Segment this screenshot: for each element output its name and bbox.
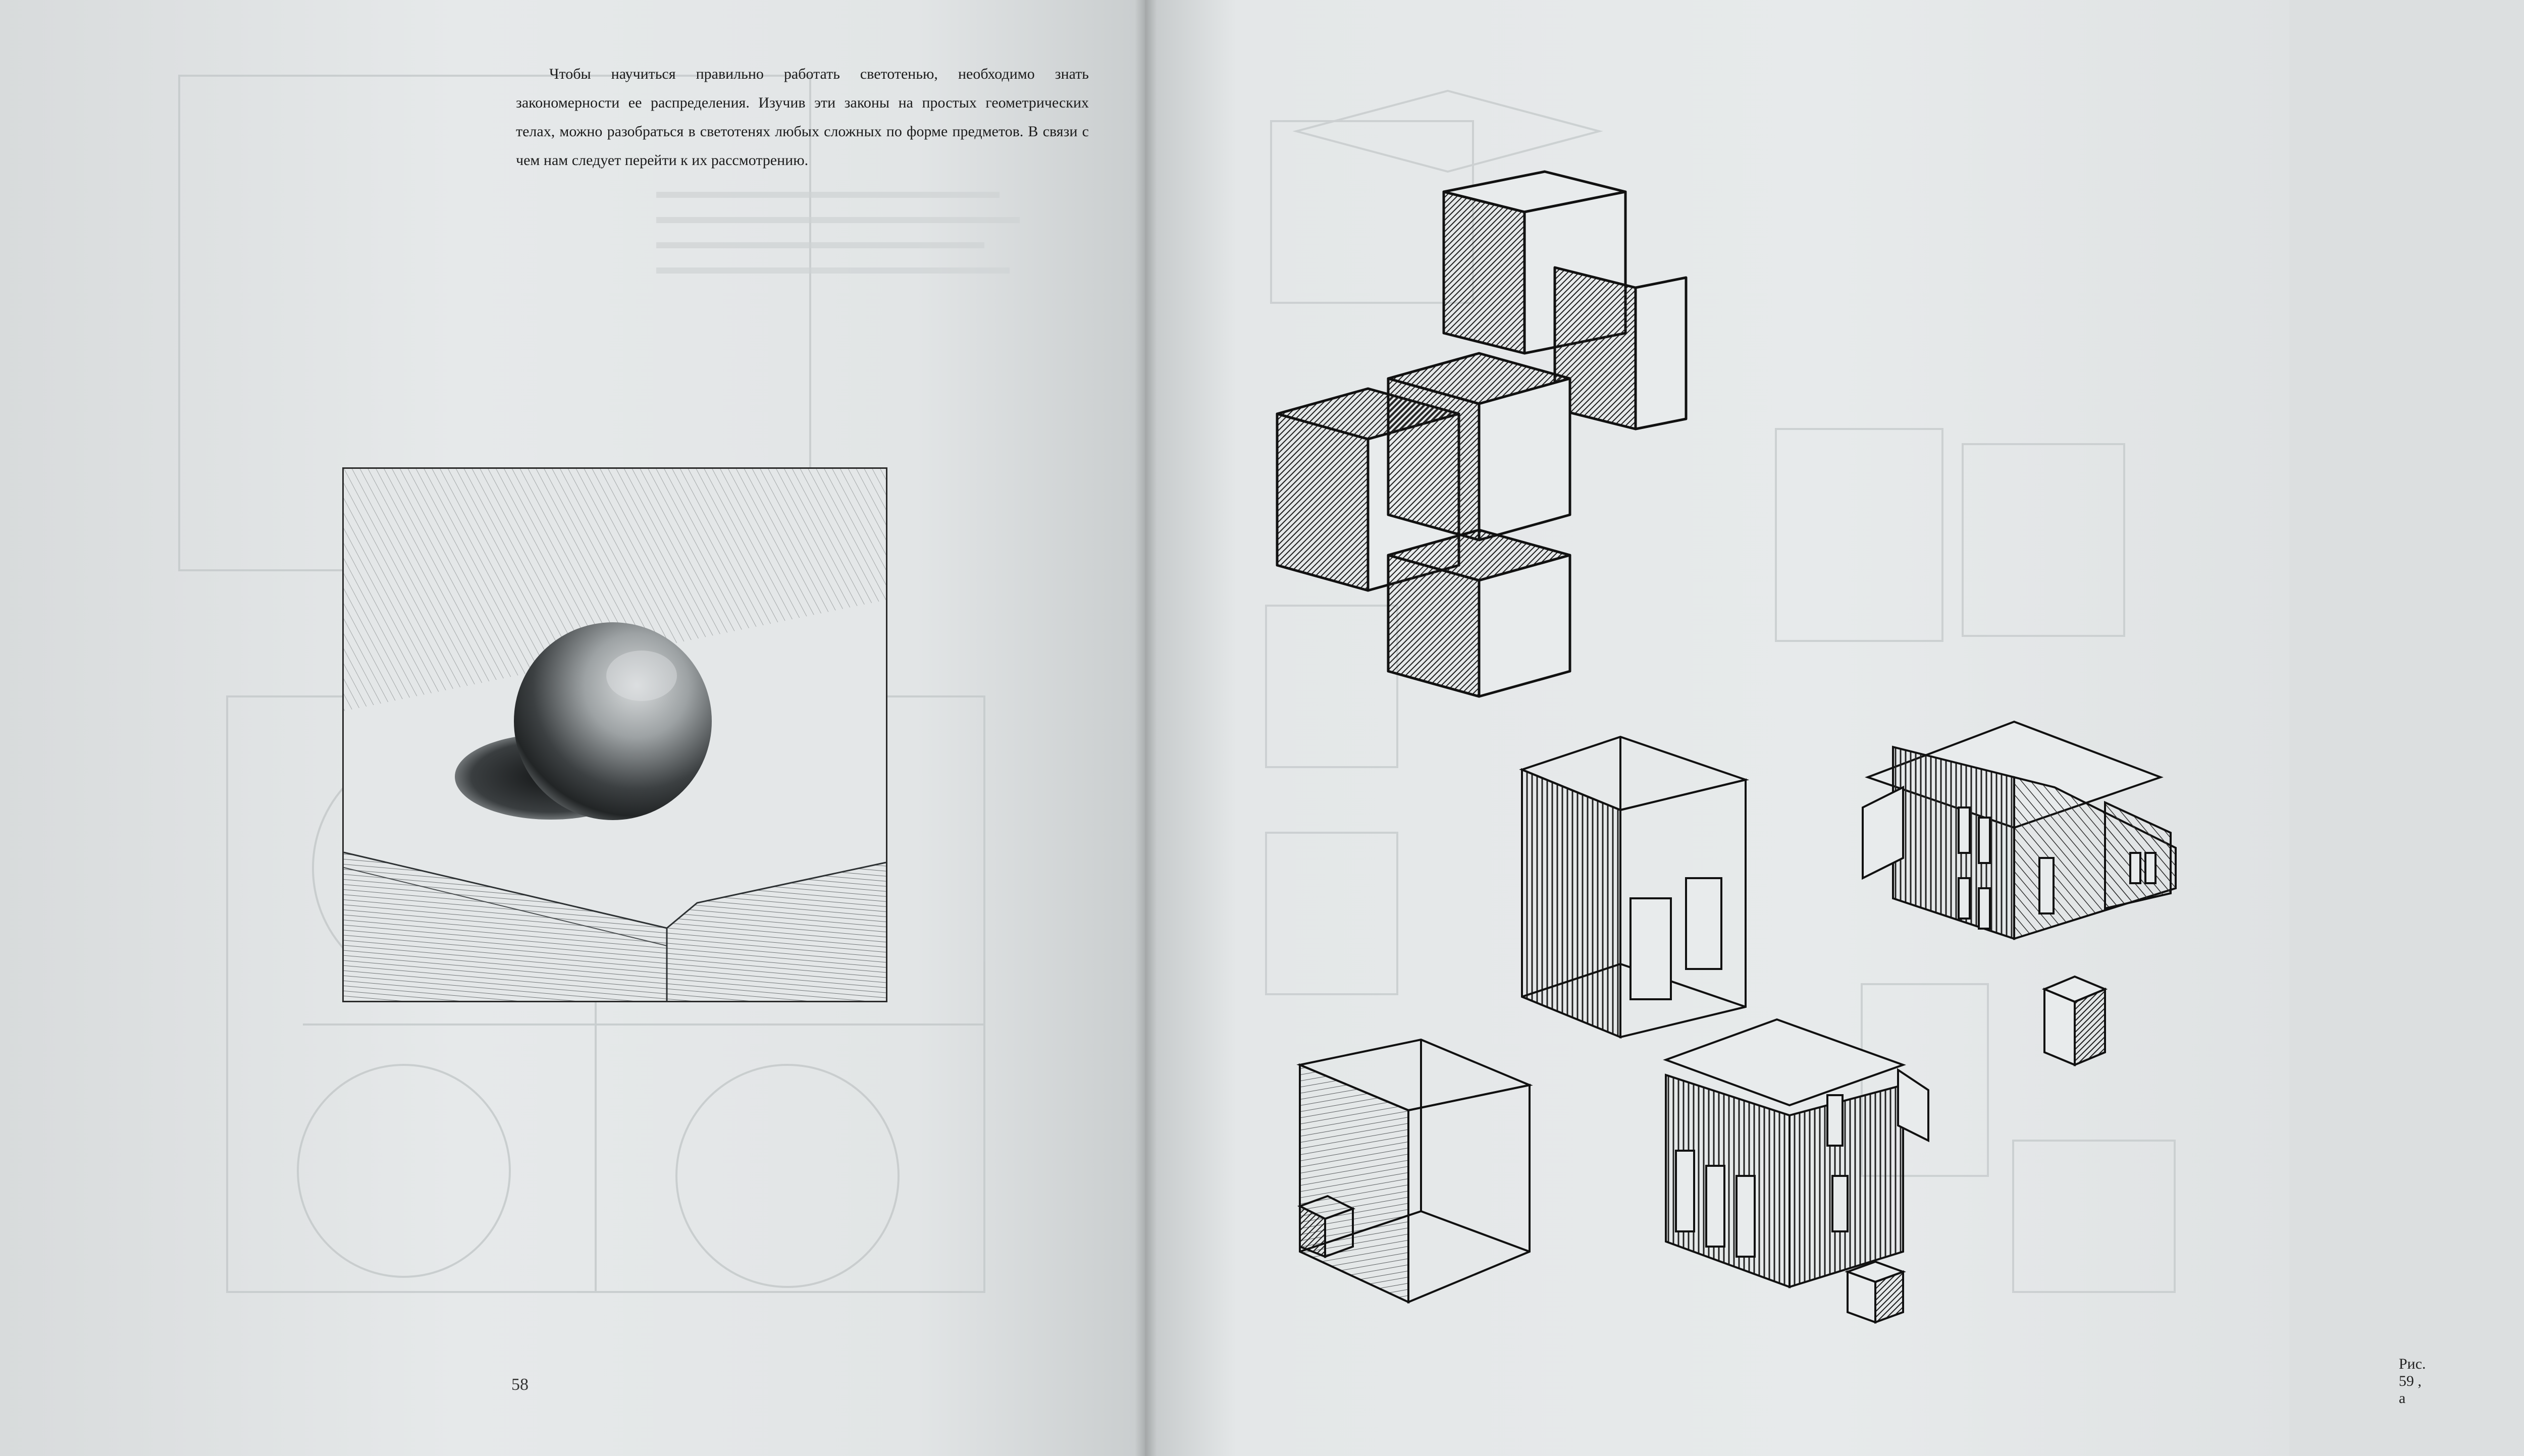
intro-paragraph: Чтобы научиться правильно работать светотенью, необходимо знать закономерности ее распределения. Изучив эти законы на простых геометрических телах, можно разобраться в светотенях любых сложных по форме предметов. В связи с чем нам следует перейти к их рассмотрению. — [516, 66, 1089, 169]
small-cube-drawing-1 — [2044, 977, 2105, 1065]
cube-perspective-drawings — [1145, 0, 2289, 1456]
right-page — [1145, 0, 2426, 1456]
open-cube-drawing — [1522, 737, 1746, 1037]
stacked-cubes-drawing — [1277, 172, 1686, 696]
building-cube-drawing — [1666, 1019, 1928, 1287]
figure-caption: Рис. 59 , а — [2399, 1356, 2426, 1407]
house-shape-drawing — [1863, 722, 2176, 939]
small-cube-drawing-2 — [1848, 1262, 1903, 1322]
book-gutter — [1135, 0, 1157, 1456]
sphere-on-table-drawing — [344, 469, 886, 1001]
sphere-illustration — [342, 467, 887, 1002]
left-page — [0, 0, 1145, 1456]
wireframe-cube-drawing — [1300, 1040, 1530, 1302]
page-number-left: 58 — [511, 1375, 529, 1394]
